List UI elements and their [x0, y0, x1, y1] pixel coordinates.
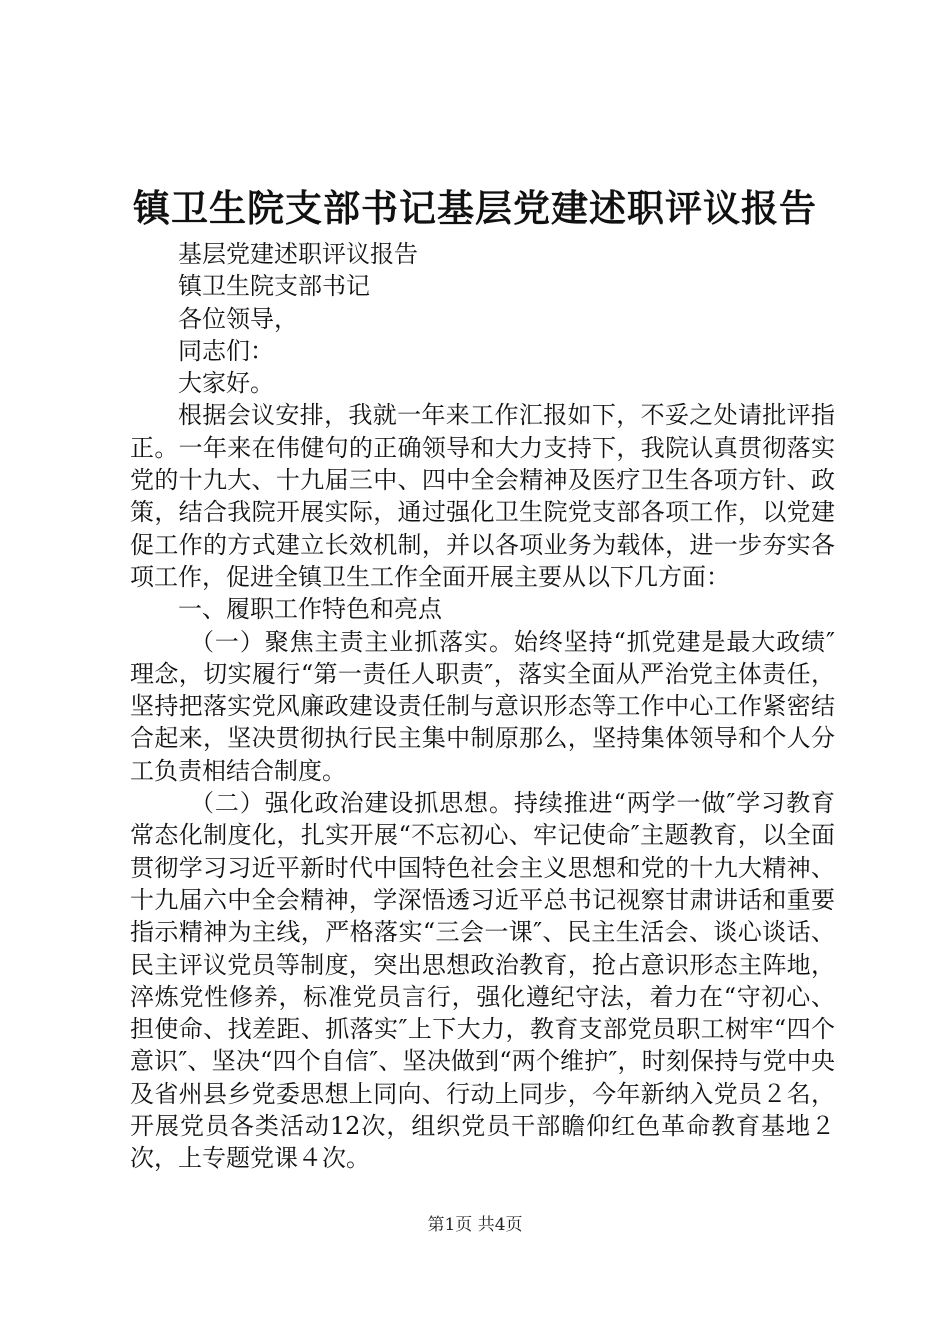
salutation-line: 同志们：: [178, 336, 274, 365]
body-paragraph: （一）聚焦主责主业抓落实。始终坚持“抓党建是最大政绩″理念，切实履行“第一责任人职责″，落实全面从严治党主体责任，坚持把落实党风廉政建设责任制与意识形态等工作中心工作紧密结合起来，坚决贯彻执行民主集中制原那么，坚持集体领导和个人分工负责相结合制度。: [130, 627, 835, 785]
greeting-line: 大家好。: [178, 369, 274, 398]
body-paragraph: （二）强化政治建设抓思想。持续推进“两学一做″学习教育常态化制度化，扎实开展“不忘初心、牢记使命″主题教育，以全面贯彻学习习近平新时代中国特色社会主义思想和党的十九大精神、十九届六中全会精神，学深悟透习近平总书记视察甘肃讲话和重要指示精神为主线，严格落实“三会一课″、民主生活会、谈心谈话、民主评议党员等制度，突出思想政治教育，抢占意识形态主阵地，淬炼党性修养，标准党员言行，强化遵纪守法，着力在“守初心、担使命、找差距、抓落实″上下大力，教育支部党员职工树牢“四个意识″、坚决“四个自信″、坚决做到“两个维护″，时刻保持与党中央及省州县乡党委思想上同向、行动上同步，今年新纳入党员２名，开展党员各类活动12次，组织党员干部瞻仰红色革命教育基地２次，上专题党课４次。: [130, 789, 835, 1173]
page-footer: 第1页 共4页: [427, 1215, 523, 1235]
document-title: 镇卫生院支部书记基层党建述职评议报告: [133, 186, 817, 230]
subtitle-line: 基层党建述职评议报告: [178, 240, 418, 268]
salutation-line: 各位领导，: [178, 304, 298, 333]
section-heading: 一、履职工作特色和亮点: [178, 595, 442, 624]
body-paragraph: 根据会议安排，我就一年来工作汇报如下，不妥之处请批评指正。一年来在伟健句的正确领导和大力支持下，我院认真贯彻落实党的十九大、十九届三中、四中全会精神及医疗卫生各项方针、政策，结合我院开展实际，通过强化卫生院党支部各项工作，以党建促工作的方式建立长效机制，并以各项业务为载体，进一步夯实各项工作，促进全镇卫生工作全面开展主要从以下几方面：: [130, 401, 835, 591]
document-body: [130, 238, 835, 1175]
author-line: 镇卫生院支部书记: [178, 272, 370, 301]
